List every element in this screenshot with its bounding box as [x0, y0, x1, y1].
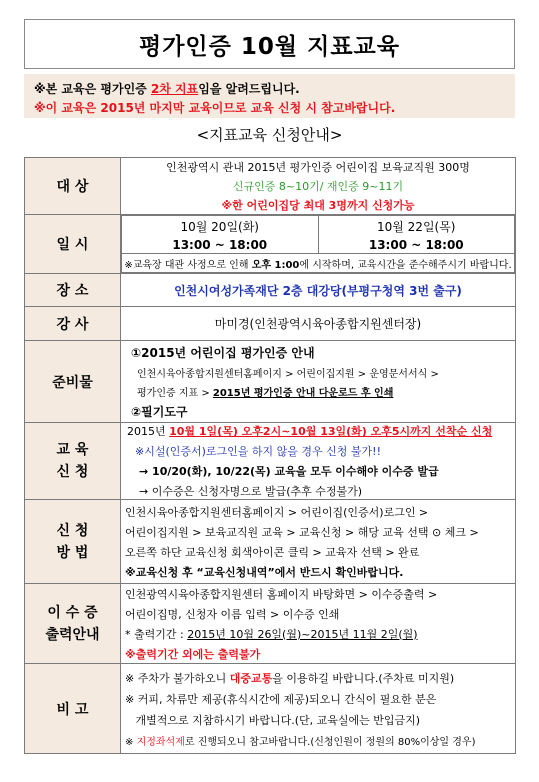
- datetime-grid: [121, 215, 515, 273]
- time-2: 13:00 ~ 18:00: [368, 237, 464, 252]
- time-1: 13:00 ~ 18:00: [172, 237, 268, 252]
- cert-line-4: ※출력기간 외에는 출력불가: [125, 647, 261, 661]
- remarks-line-2: ※ 커피, 차류만 제공(휴식시간에 제공)되오니 간식이 필요한 분은: [125, 692, 437, 706]
- place-value: 인천시여성가족재단 2층 대강당(부평구청역 3번 출구): [121, 274, 516, 307]
- label-target: 대 상: [25, 158, 121, 215]
- label-certificate: 이 수 증 출력안내: [25, 584, 121, 664]
- lecturer-value: 마미경(인천광역시육아종합지원센터장): [121, 307, 516, 341]
- remarks-line-1: ※ 주차가 불가하오니 대중교통을 이용하길 바랍니다.(주차료 미지원): [125, 671, 455, 685]
- remarks-line-4: ※ 지정좌석제로 진행되오니 참고바랍니다.(신청인원이 정원의 80%이상일 경우): [125, 736, 476, 748]
- method-line-1: 인천시육아종합지원센터홈페이지 > 어린이집(인증서)로그인 >: [125, 505, 429, 519]
- cert-line-3: * 출력기간 : 2015년 10월 26일(월)~2015년 11월 2일(월): [125, 627, 418, 641]
- row-apply: [25, 423, 516, 500]
- cert-line-1: 인천광역시육아종합지원센터 홈페이지 바탕화면 > 이수증출력 >: [125, 587, 438, 601]
- row-remarks: [25, 664, 516, 754]
- remarks-line-3: 개별적으로 지참하시기 바랍니다.(단, 교육실에는 반입금지): [125, 713, 421, 727]
- prep-path-2: 평가인증 지표 > 2015년 평가인증 안내 다운로드 후 인쇄: [137, 387, 394, 399]
- prep-path-1: 인천시육아종합지원센터홈페이지 > 어린이집지원 > 운영문서서식 >: [137, 368, 439, 380]
- apply-line-2: ※시설(인증서)로그인을 하지 않을 경우 신청 불가!!: [135, 445, 381, 458]
- prep-item-2: ②필기도구: [131, 404, 188, 419]
- prep-item-1: ①2015년 어린이집 평가인증 안내: [131, 345, 315, 360]
- cert-line-2: 어린이집명, 신청자 이름 입력 > 이수증 인쇄: [125, 607, 340, 621]
- label-lecturer: 강 사: [25, 307, 121, 341]
- label-place: 장 소: [25, 274, 121, 307]
- row-lecturer: [25, 307, 516, 341]
- row-datetime: [25, 215, 516, 274]
- label-prep: 준비물: [25, 341, 121, 423]
- apply-line-3: → 10/20(화), 10/22(목) 교육을 모두 이수해야 이수증 발급: [139, 465, 439, 478]
- section-subtitle: <지표교육 신청안내>: [196, 126, 343, 144]
- row-prep: [25, 341, 516, 423]
- notice-highlight: 2차 지표: [150, 82, 199, 96]
- datetime-note: ※교육장 대관 사정으로 인해 오후 1:00에 시작하며, 교육시간을 준수해주시기 바랍니다.: [122, 254, 515, 273]
- label-apply: 교 육 신 청: [25, 423, 121, 500]
- method-line-4: ※교육신청 후 “교육신청내역”에서 반드시 확인바랍니다.: [125, 565, 404, 579]
- row-certificate: [25, 584, 516, 664]
- target-line-1: 인천광역시 관내 2015년 평가인증 어린이집 보육교직원 300명: [166, 161, 470, 174]
- method-line-2: 어린이집지원 > 보육교직원 교육 > 교육신청 > 해당 교육 선택 ⊙ 체크 >: [125, 525, 479, 539]
- method-line-3: 오른쪽 하단 교육신청 회색아이콘 클릭 > 교육자 선택 > 완료: [125, 545, 420, 559]
- apply-line-4: → 이수증은 신청자명으로 발급(추후 수정불가): [139, 485, 363, 498]
- day-2: 10월 22일(목): [377, 219, 456, 234]
- day-1: 10월 20일(화): [180, 219, 259, 234]
- notice-line-1: ※본 교육은 평가인증 2차 지표임을 알려드립니다.: [34, 82, 300, 96]
- row-method: [25, 500, 516, 584]
- label-remarks: 비 고: [25, 664, 121, 754]
- row-target: [25, 158, 516, 215]
- apply-period: 2015년 10월 1일(목) 오후2시~10월 13일(화) 오후5시까지 선착순 신청: [127, 425, 493, 438]
- row-place: [25, 274, 516, 307]
- label-method: 신 청 방 법: [25, 500, 121, 584]
- notice-line-2: ※이 교육은 2015년 마지막 교육이므로 교육 신청 시 참고바랍니다.: [34, 101, 396, 115]
- target-line-2: 신규인증 8~10기/ 재인증 9~11기: [232, 180, 404, 193]
- label-datetime: 일 시: [25, 215, 121, 274]
- page-title: 평가인증 10월 지표교육: [24, 19, 515, 69]
- info-table: [24, 157, 516, 754]
- notice-box: [24, 74, 515, 118]
- target-line-3: ※한 어린이집당 최대 3명까지 신청가능: [221, 199, 415, 212]
